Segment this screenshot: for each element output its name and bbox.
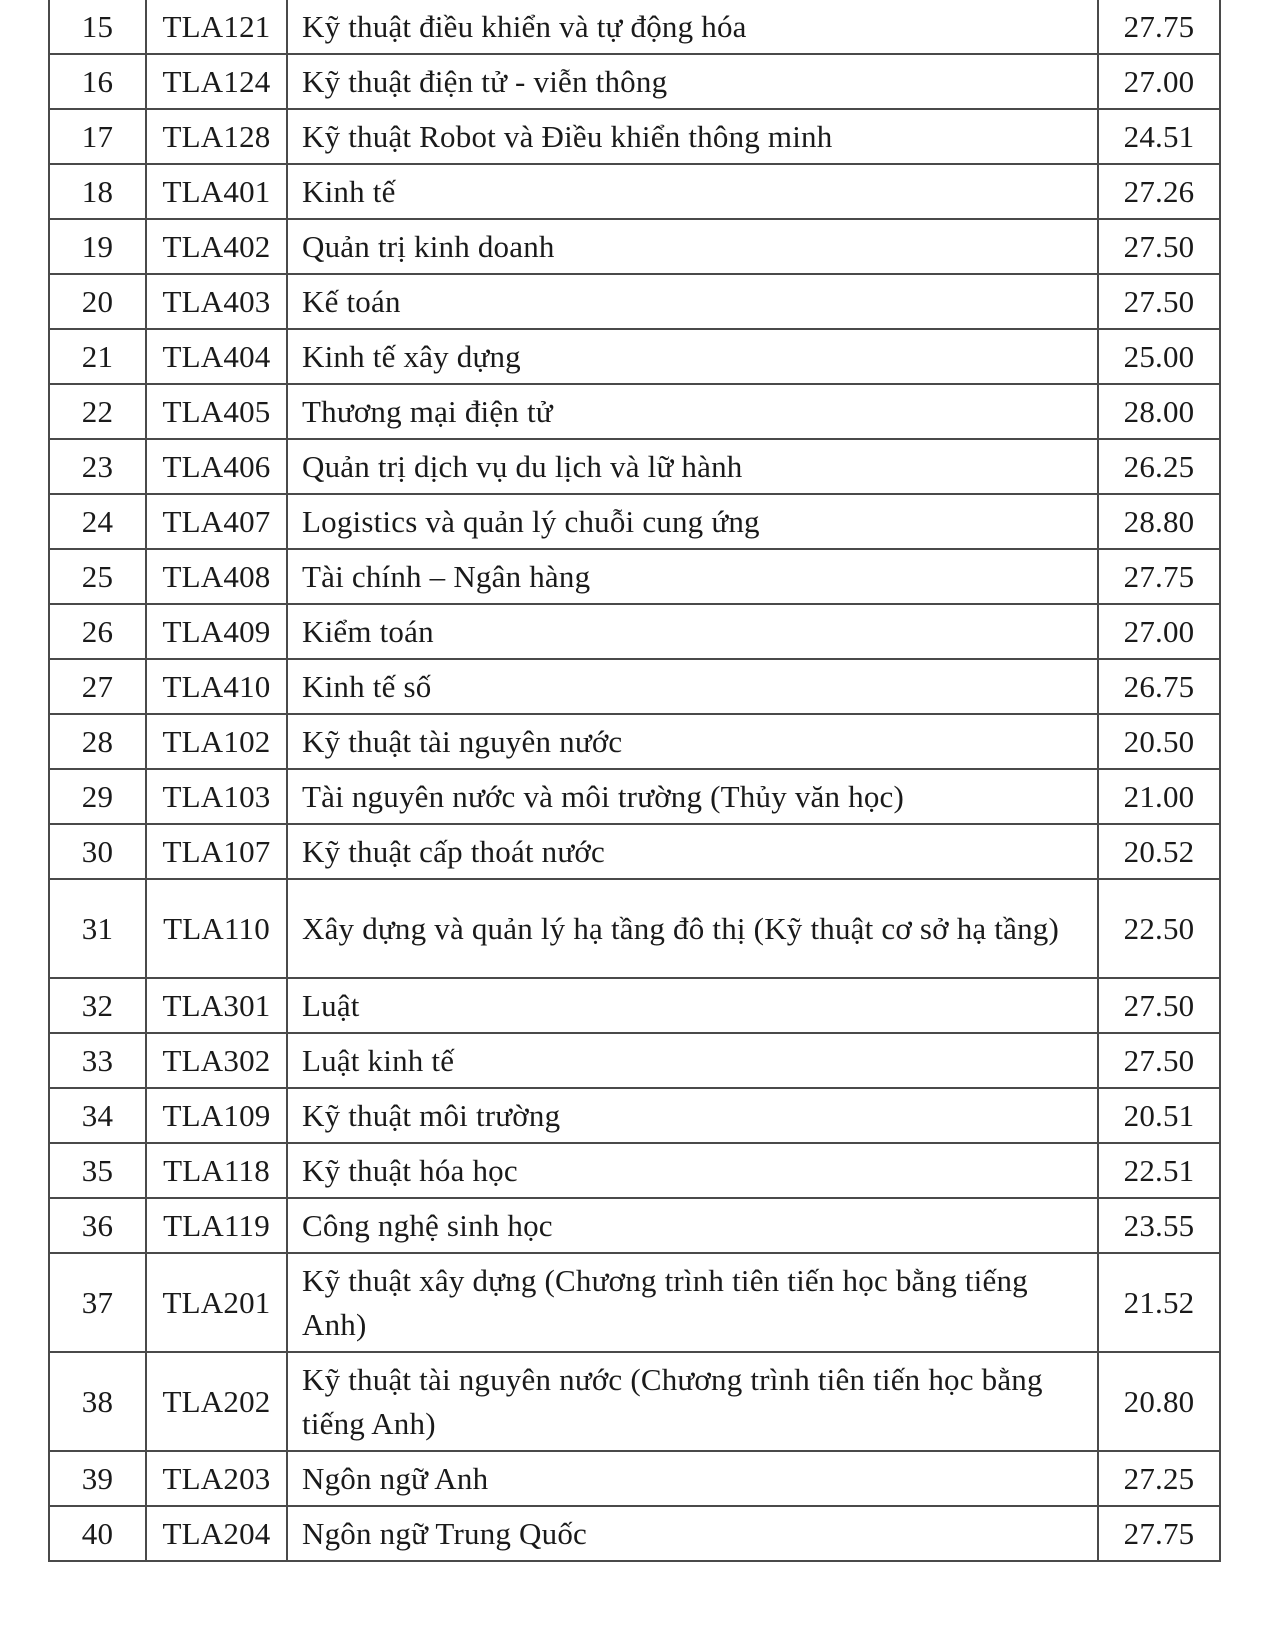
admission-scores-table-container: [48, 0, 1219, 1562]
program-name-cell: Kỹ thuật điện tử - viễn thông: [287, 54, 1098, 109]
cutoff-score-cell: 28.00: [1098, 384, 1220, 439]
program-name-cell: Kỹ thuật điều khiển và tự động hóa: [287, 0, 1098, 54]
row-number-cell: 30: [49, 824, 146, 879]
table-row: [49, 219, 1220, 274]
cutoff-score-cell: 27.50: [1098, 978, 1220, 1033]
table-row: [49, 879, 1220, 978]
row-number-cell: 37: [49, 1253, 146, 1352]
program-code-cell: TLA201: [146, 1253, 287, 1352]
row-number-cell: 24: [49, 494, 146, 549]
row-number-cell: 21: [49, 329, 146, 384]
cutoff-score-cell: 28.80: [1098, 494, 1220, 549]
table-row: [49, 824, 1220, 879]
table-row: [49, 1198, 1220, 1253]
program-code-cell: TLA124: [146, 54, 287, 109]
cutoff-score-cell: 20.51: [1098, 1088, 1220, 1143]
row-number-cell: 36: [49, 1198, 146, 1253]
program-code-cell: TLA202: [146, 1352, 287, 1451]
program-code-cell: TLA203: [146, 1451, 287, 1506]
table-row: [49, 439, 1220, 494]
cutoff-score-cell: 24.51: [1098, 109, 1220, 164]
program-name-cell: Kỹ thuật tài nguyên nước (Chương trình tiên tiến học bằng tiếng Anh): [287, 1352, 1098, 1451]
table-body: [49, 0, 1220, 1561]
table-row: [49, 164, 1220, 219]
program-code-cell: TLA204: [146, 1506, 287, 1561]
program-name-cell: Kinh tế số: [287, 659, 1098, 714]
program-code-cell: TLA409: [146, 604, 287, 659]
program-code-cell: TLA410: [146, 659, 287, 714]
row-number-cell: 20: [49, 274, 146, 329]
table-row: [49, 1253, 1220, 1352]
program-code-cell: TLA407: [146, 494, 287, 549]
table-row: [49, 0, 1220, 54]
row-number-cell: 17: [49, 109, 146, 164]
cutoff-score-cell: 25.00: [1098, 329, 1220, 384]
program-name-cell: Kế toán: [287, 274, 1098, 329]
program-name-cell: Công nghệ sinh học: [287, 1198, 1098, 1253]
program-name-cell: Kỹ thuật cấp thoát nước: [287, 824, 1098, 879]
program-name-cell: Quản trị dịch vụ du lịch và lữ hành: [287, 439, 1098, 494]
row-number-cell: 40: [49, 1506, 146, 1561]
program-code-cell: TLA403: [146, 274, 287, 329]
program-code-cell: TLA408: [146, 549, 287, 604]
table-row: [49, 604, 1220, 659]
program-code-cell: TLA401: [146, 164, 287, 219]
table-row: [49, 54, 1220, 109]
cutoff-score-cell: 27.50: [1098, 274, 1220, 329]
program-code-cell: TLA119: [146, 1198, 287, 1253]
program-name-cell: Luật kinh tế: [287, 1033, 1098, 1088]
table-row: [49, 769, 1220, 824]
program-name-cell: Kỹ thuật tài nguyên nước: [287, 714, 1098, 769]
cutoff-score-cell: 21.52: [1098, 1253, 1220, 1352]
program-code-cell: TLA128: [146, 109, 287, 164]
row-number-cell: 18: [49, 164, 146, 219]
cutoff-score-cell: 20.50: [1098, 714, 1220, 769]
table-row: [49, 329, 1220, 384]
program-code-cell: TLA109: [146, 1088, 287, 1143]
program-name-cell: Ngôn ngữ Anh: [287, 1451, 1098, 1506]
program-name-cell: Kỹ thuật hóa học: [287, 1143, 1098, 1198]
table-row: [49, 494, 1220, 549]
program-code-cell: TLA301: [146, 978, 287, 1033]
cutoff-score-cell: 20.80: [1098, 1352, 1220, 1451]
program-code-cell: TLA107: [146, 824, 287, 879]
program-name-cell: Kinh tế: [287, 164, 1098, 219]
row-number-cell: 28: [49, 714, 146, 769]
program-code-cell: TLA406: [146, 439, 287, 494]
cutoff-score-cell: 20.52: [1098, 824, 1220, 879]
cutoff-score-cell: 27.75: [1098, 549, 1220, 604]
row-number-cell: 26: [49, 604, 146, 659]
program-name-cell: Kinh tế xây dựng: [287, 329, 1098, 384]
row-number-cell: 25: [49, 549, 146, 604]
row-number-cell: 34: [49, 1088, 146, 1143]
cutoff-score-cell: 27.00: [1098, 604, 1220, 659]
program-code-cell: TLA102: [146, 714, 287, 769]
program-name-cell: Kỹ thuật môi trường: [287, 1088, 1098, 1143]
row-number-cell: 22: [49, 384, 146, 439]
cutoff-score-cell: 27.00: [1098, 54, 1220, 109]
table-row: [49, 549, 1220, 604]
program-name-cell: Thương mại điện tử: [287, 384, 1098, 439]
cutoff-score-cell: 27.75: [1098, 0, 1220, 54]
table-row: [49, 714, 1220, 769]
program-name-cell: Quản trị kinh doanh: [287, 219, 1098, 274]
row-number-cell: 38: [49, 1352, 146, 1451]
cutoff-score-cell: 27.50: [1098, 1033, 1220, 1088]
cutoff-score-cell: 27.25: [1098, 1451, 1220, 1506]
program-code-cell: TLA402: [146, 219, 287, 274]
row-number-cell: 19: [49, 219, 146, 274]
program-name-cell: Ngôn ngữ Trung Quốc: [287, 1506, 1098, 1561]
program-name-cell: Tài nguyên nước và môi trường (Thủy văn học): [287, 769, 1098, 824]
cutoff-score-cell: 27.75: [1098, 1506, 1220, 1561]
program-code-cell: TLA404: [146, 329, 287, 384]
program-name-cell: Kỹ thuật Robot và Điều khiển thông minh: [287, 109, 1098, 164]
row-number-cell: 32: [49, 978, 146, 1033]
program-code-cell: TLA405: [146, 384, 287, 439]
row-number-cell: 31: [49, 879, 146, 978]
program-code-cell: TLA121: [146, 0, 287, 54]
row-number-cell: 16: [49, 54, 146, 109]
table-row: [49, 1033, 1220, 1088]
program-name-cell: Xây dựng và quản lý hạ tầng đô thị (Kỹ thuật cơ sở hạ tầng): [287, 879, 1098, 978]
cutoff-score-cell: 27.26: [1098, 164, 1220, 219]
table-row: [49, 1352, 1220, 1451]
cutoff-score-cell: 22.50: [1098, 879, 1220, 978]
row-number-cell: 15: [49, 0, 146, 54]
cutoff-score-cell: 21.00: [1098, 769, 1220, 824]
table-row: [49, 1451, 1220, 1506]
cutoff-score-cell: 26.75: [1098, 659, 1220, 714]
cutoff-score-cell: 23.55: [1098, 1198, 1220, 1253]
row-number-cell: 33: [49, 1033, 146, 1088]
cutoff-score-cell: 26.25: [1098, 439, 1220, 494]
admission-scores-table: [48, 0, 1221, 1562]
cutoff-score-cell: 27.50: [1098, 219, 1220, 274]
table-row: [49, 274, 1220, 329]
table-row: [49, 1143, 1220, 1198]
table-row: [49, 384, 1220, 439]
program-name-cell: Tài chính – Ngân hàng: [287, 549, 1098, 604]
program-code-cell: TLA118: [146, 1143, 287, 1198]
row-number-cell: 39: [49, 1451, 146, 1506]
table-row: [49, 1506, 1220, 1561]
table-row: [49, 1088, 1220, 1143]
row-number-cell: 23: [49, 439, 146, 494]
program-code-cell: TLA103: [146, 769, 287, 824]
cutoff-score-cell: 22.51: [1098, 1143, 1220, 1198]
program-name-cell: Luật: [287, 978, 1098, 1033]
program-name-cell: Logistics và quản lý chuỗi cung ứng: [287, 494, 1098, 549]
table-row: [49, 978, 1220, 1033]
table-row: [49, 109, 1220, 164]
program-code-cell: TLA302: [146, 1033, 287, 1088]
row-number-cell: 27: [49, 659, 146, 714]
table-row: [49, 659, 1220, 714]
row-number-cell: 35: [49, 1143, 146, 1198]
program-code-cell: TLA110: [146, 879, 287, 978]
row-number-cell: 29: [49, 769, 146, 824]
program-name-cell: Kỹ thuật xây dựng (Chương trình tiên tiến học bằng tiếng Anh): [287, 1253, 1098, 1352]
program-name-cell: Kiểm toán: [287, 604, 1098, 659]
